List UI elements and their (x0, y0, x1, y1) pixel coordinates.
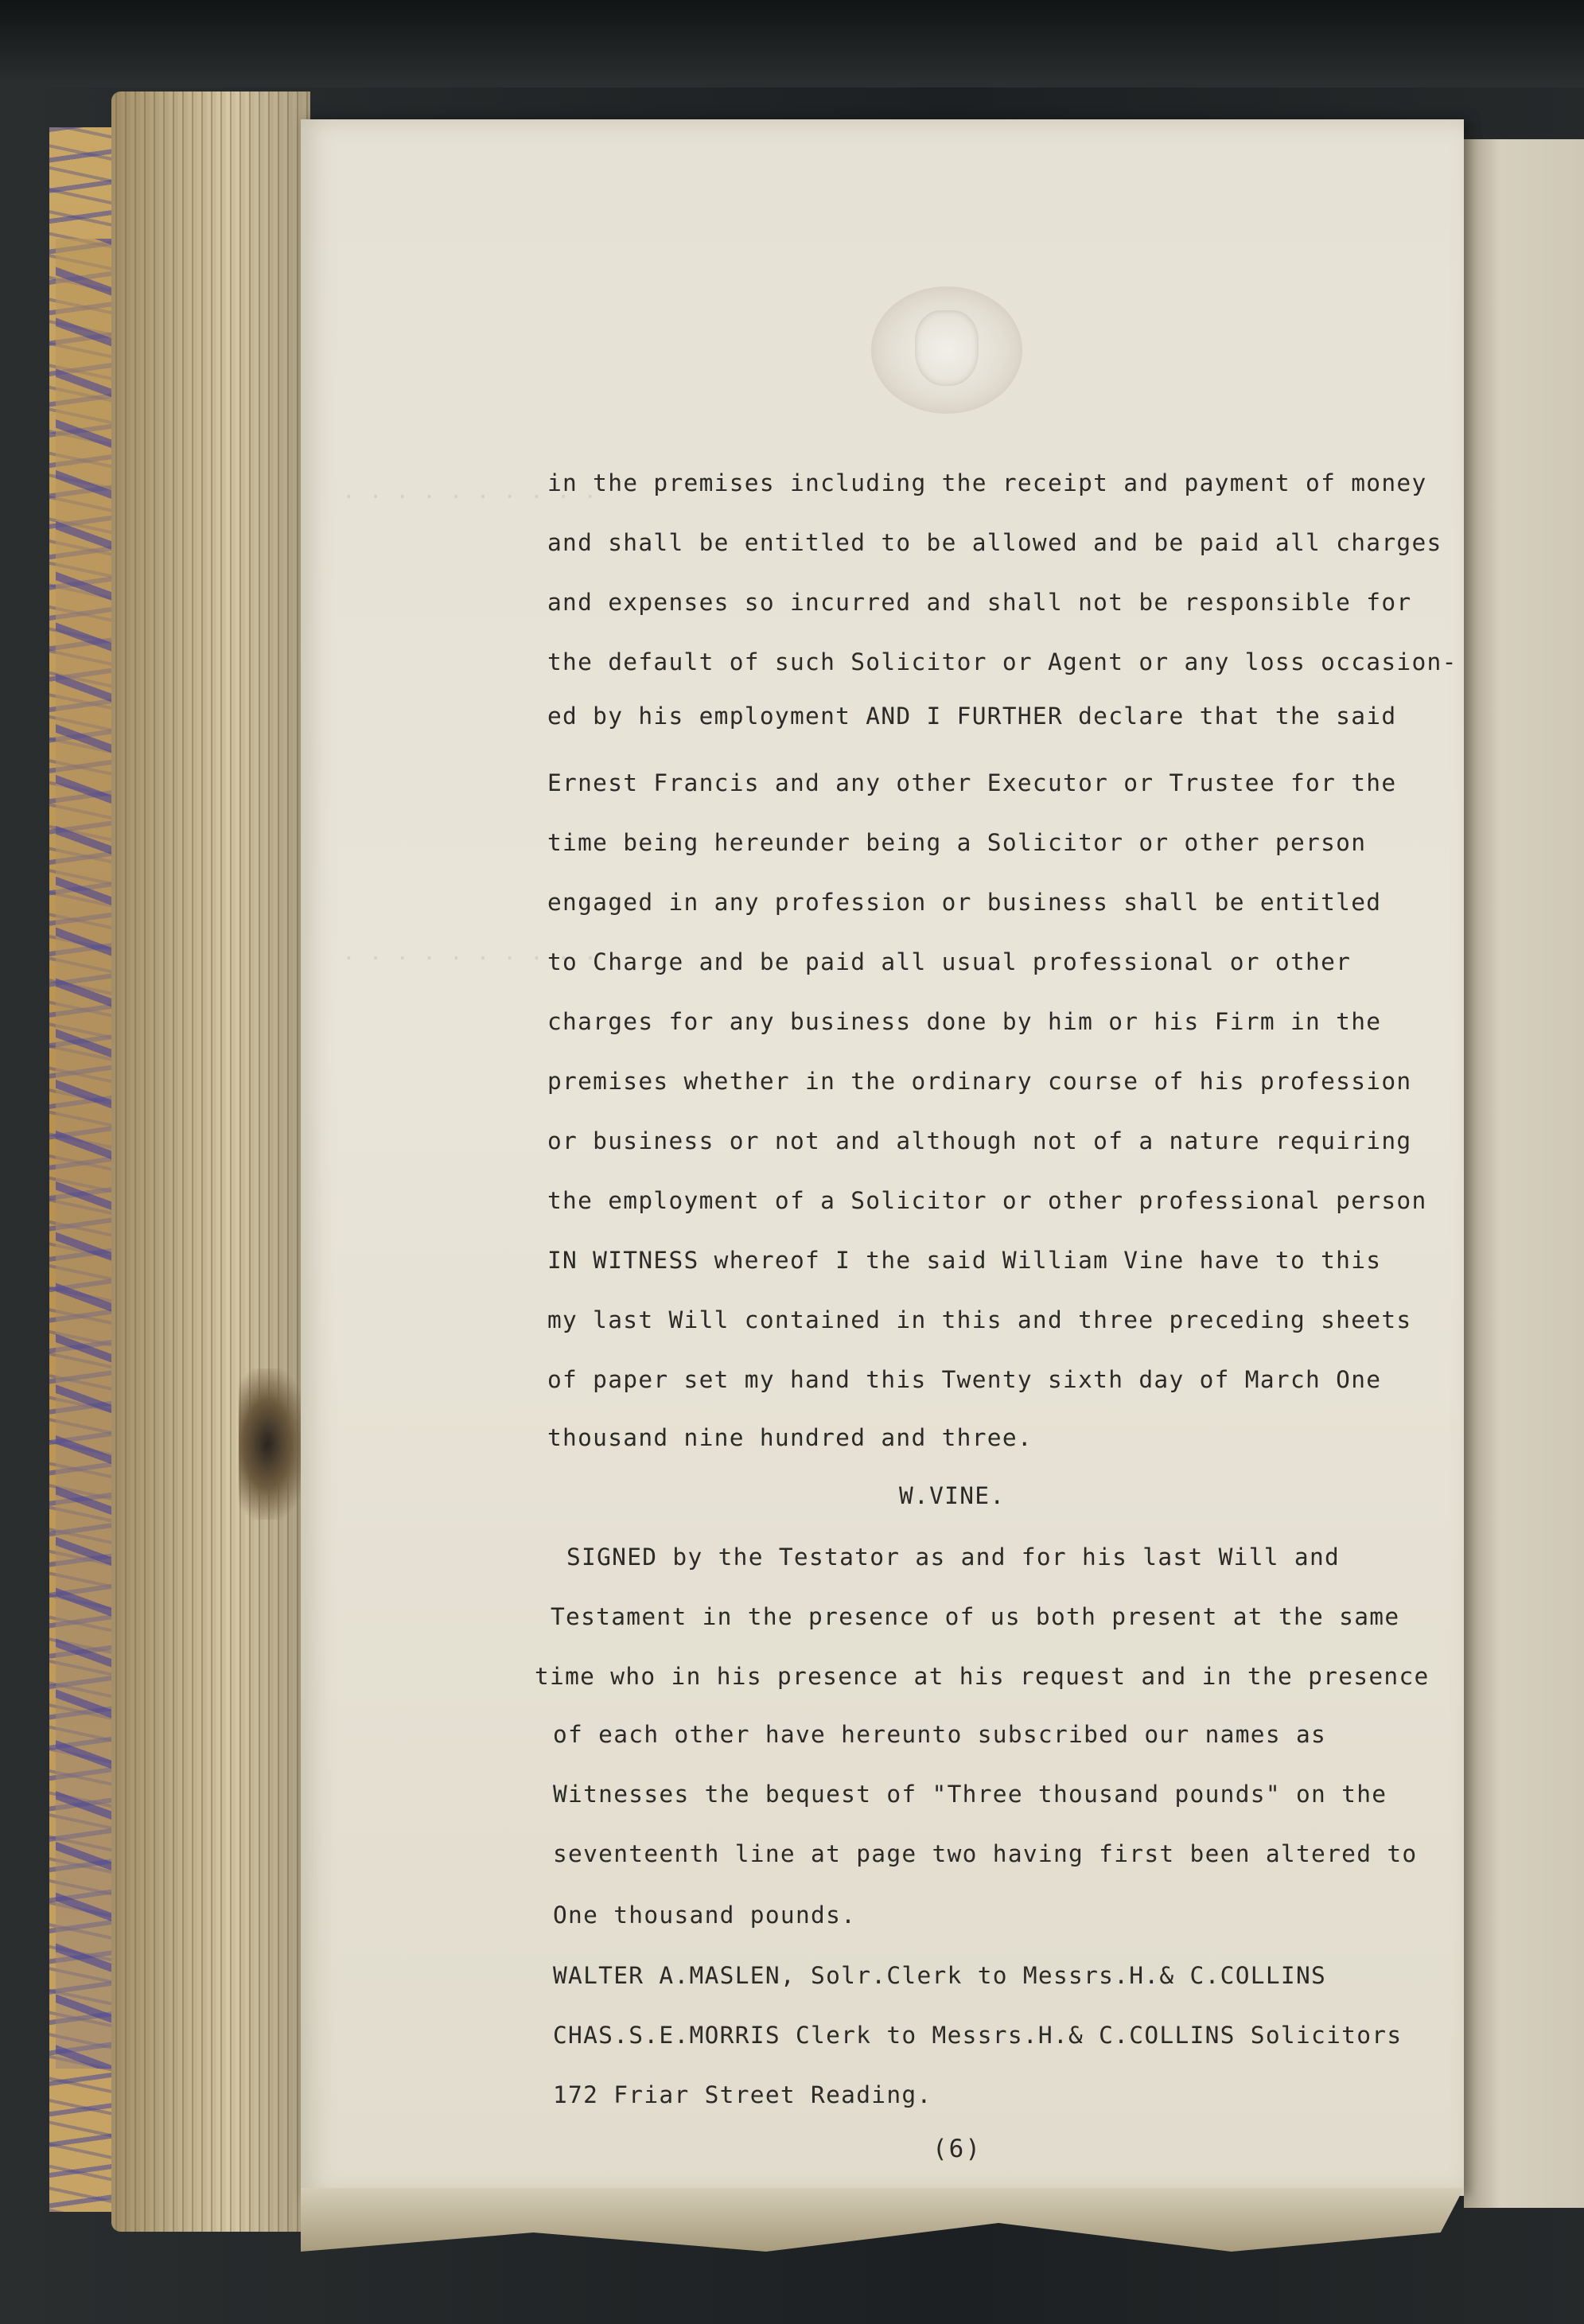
testator-signature: W.VINE. (899, 1482, 1006, 1509)
attestation-line: One thousand pounds. (553, 1902, 857, 1929)
page-stack-shadow (111, 91, 310, 2232)
adjacent-page (1464, 139, 1584, 2208)
attestation-line: Testament in the presence of us both present at the same (551, 1603, 1400, 1630)
body-line: time being hereunder being a Solicitor or other person (547, 829, 1367, 856)
attestation-line: of each other have hereunto subscribed our names as (553, 1721, 1327, 1748)
page-number: (6) (932, 2135, 982, 2163)
body-line: to Charge and be paid all usual professional or other (547, 948, 1352, 975)
body-line: charges for any business done by him or his Firm in the (547, 1008, 1382, 1035)
body-line: of paper set my hand this Twenty sixth day of March One (547, 1366, 1382, 1393)
body-line: premises whether in the ordinary course of his profession (547, 1068, 1412, 1095)
body-line: my last Will contained in this and three preceding sheets (547, 1306, 1412, 1333)
attestation-line: SIGNED by the Testator as and for his last Will and (566, 1543, 1341, 1571)
show-through-text: . . . . . . . . . . (342, 939, 597, 965)
show-through-text: . . . . . . . . . . (342, 477, 597, 504)
body-line: ed by his employment AND I FURTHER declare that the said (547, 703, 1397, 730)
book-cover-top (0, 0, 1584, 88)
body-line: and expenses so incurred and shall not be responsible for (547, 589, 1412, 616)
attestation-line: seventeenth line at page two having first been altered to (553, 1840, 1418, 1867)
body-line: or business or not and although not of a nature requiring (547, 1127, 1412, 1154)
page-edge-stain (239, 1368, 310, 1520)
body-line: engaged in any profession or business shall be entitled (547, 889, 1382, 916)
document-page (301, 119, 1464, 2196)
witness-line: CHAS.S.E.MORRIS Clerk to Messrs.H.& C.COLLINS Solicitors (553, 2022, 1403, 2049)
body-line: Ernest Francis and any other Executor or Trustee for the (547, 769, 1397, 796)
embossed-seal-icon (871, 286, 1022, 414)
marbled-edge-pattern (56, 239, 118, 2069)
attestation-line: time who in his presence at his request and in the presence (535, 1663, 1430, 1690)
body-line: and shall be entitled to be allowed and be paid all charges (547, 529, 1442, 556)
attestation-line: Witnesses the bequest of "Three thousand pounds" on the (553, 1781, 1387, 1808)
body-line: thousand nine hundred and three. (547, 1424, 1033, 1451)
witness-line: WALTER A.MASLEN, Solr.Clerk to Messrs.H.& C.COLLINS (553, 1962, 1327, 1989)
body-line: the employment of a Solicitor or other professional person (547, 1187, 1427, 1214)
body-line: the default of such Solicitor or Agent or any loss occasion- (547, 648, 1458, 675)
body-line: in the premises including the receipt and payment of money (547, 469, 1427, 496)
body-line: IN WITNESS whereof I the said William Vine have to this (547, 1247, 1382, 1274)
witness-line: 172 Friar Street Reading. (553, 2081, 932, 2108)
